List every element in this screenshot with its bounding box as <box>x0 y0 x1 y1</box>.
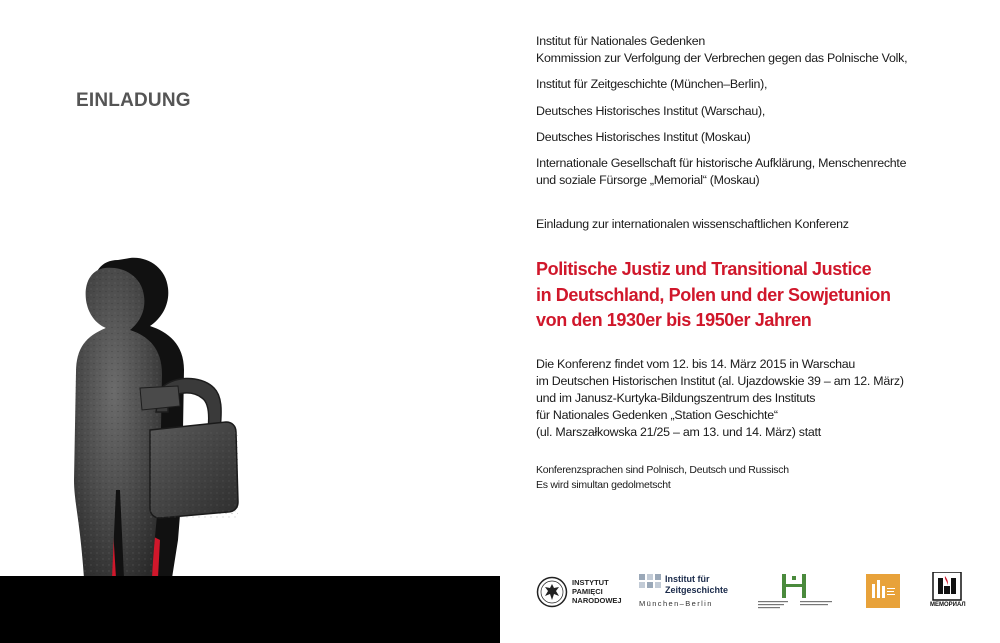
memorial-icon <box>930 572 964 602</box>
right-panel <box>536 0 976 643</box>
conference-title <box>536 257 891 334</box>
ground-bar <box>0 576 500 643</box>
ifz-logo-subtext: München–Berlin <box>639 599 713 608</box>
ipn-logo <box>536 574 626 610</box>
details-line: und im Janusz-Kurtyka-Bildungszentrum des Instituts <box>536 391 816 405</box>
language-line: Konferenzsprachen sind Polnisch, Deutsch und Russisch <box>536 464 789 476</box>
ipn-logo-text: NARODOWEJ <box>572 596 622 605</box>
dhi-warschau-icon <box>756 572 836 610</box>
partner-logos <box>536 572 976 612</box>
ipn-logo-text: INSTYTUT <box>572 578 609 587</box>
sculpture-artwork <box>0 240 500 643</box>
invitation-heading: EINLADUNG <box>76 90 191 111</box>
dhi-warschau-logo <box>756 572 836 610</box>
organizer-line: Deutsches Historisches Institut (Moskau) <box>536 130 751 144</box>
details-line: für Nationales Gedenken „Station Geschichte“ <box>536 408 778 422</box>
ipn-logo-text: PAMIĘCI <box>572 587 603 596</box>
organizer-line: Internationale Gesellschaft für historische Aufklärung, Menschenrechte <box>536 156 907 170</box>
ifz-logo <box>639 574 739 610</box>
memorial-logo <box>930 572 964 612</box>
details-line: Die Konferenz findet vom 12. bis 14. März 2015 in Warschau <box>536 357 856 371</box>
invitation-line: Einladung zur internationalen wissenschaftlichen Konferenz <box>536 217 849 231</box>
ifz-grid-icon <box>639 574 661 598</box>
ifz-logo-text: Zeitgeschichte <box>665 585 729 595</box>
ifz-logo-text: Institut für <box>665 574 710 584</box>
eagle-seal-icon <box>536 576 568 608</box>
details-line: (ul. Marszałkowska 21/25 – am 13. und 14. März) statt <box>536 425 821 439</box>
organizer-line: Institut für Nationales Gedenken <box>536 34 706 48</box>
organizer-line: und soziale Fürsorge „Memorial“ (Moskau) <box>536 173 760 187</box>
hand <box>140 386 180 410</box>
dhi-moskau-logo <box>866 574 900 608</box>
title-line: Politische Justiz und Transitional Justice <box>536 259 872 279</box>
title-line: in Deutschland, Polen und der Sowjetunion <box>536 284 891 305</box>
memorial-logo-text: МЕМОРИАЛ <box>930 602 966 608</box>
dhi-moskau-icon <box>866 574 900 608</box>
organizer-line: Institut für Zeitgeschichte (München–Berlin), <box>536 77 768 91</box>
organizer-line: Kommission zur Verfolgung der Verbrechen gegen das Polnische Volk, <box>536 51 908 65</box>
language-line: Es wird simultan gedolmetscht <box>536 479 671 491</box>
title-line: von den 1930er bis 1950er Jahren <box>536 310 812 330</box>
organizer-line: Deutsches Historisches Institut (Warschau), <box>536 104 766 118</box>
details-line: im Deutschen Historischen Institut (al. Ujazdowskie 39 – am 12. März) <box>536 374 904 388</box>
